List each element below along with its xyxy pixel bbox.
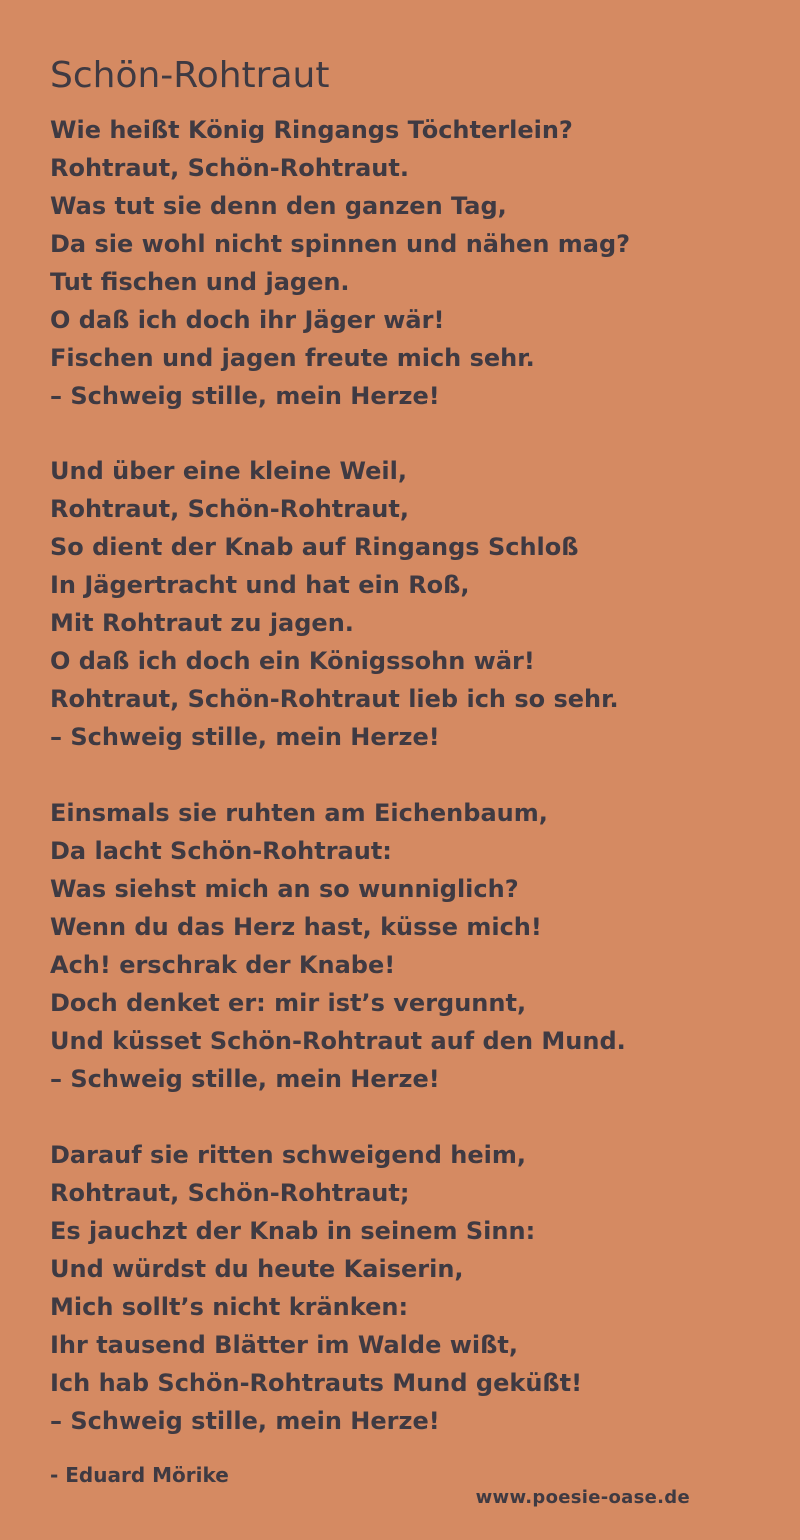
poem-line: Einsmals sie ruhten am Eichenbaum, bbox=[50, 799, 548, 827]
poem-author: - Eduard Mörike bbox=[50, 1463, 229, 1487]
poem-line: Ihr tausend Blätter im Walde wißt, bbox=[50, 1331, 518, 1359]
poem-line: In Jägertracht und hat ein Roß, bbox=[50, 571, 470, 599]
poem-line: Wenn du das Herz hast, küsse mich! bbox=[50, 913, 542, 941]
poem-line: Fischen und jagen freute mich sehr. bbox=[50, 344, 535, 372]
stanza-3 bbox=[50, 794, 770, 1098]
poem-line: Und küsset Schön-Rohtraut auf den Mund. bbox=[50, 1027, 626, 1055]
poem-line: Wie heißt König Ringangs Töchterlein? bbox=[50, 116, 573, 144]
poem-line: Rohtraut, Schön-Rohtraut; bbox=[50, 1179, 410, 1207]
poem-line: Mich sollt’s nicht kränken: bbox=[50, 1293, 409, 1321]
poem-line: Da sie wohl nicht spinnen und nähen mag? bbox=[50, 230, 631, 258]
poem-line: O daß ich doch ihr Jäger wär! bbox=[50, 306, 445, 334]
stanza-4 bbox=[50, 1136, 770, 1440]
poem-line: Da lacht Schön-Rohtraut: bbox=[50, 837, 392, 865]
poem-title: Schön-Rohtraut bbox=[50, 55, 330, 96]
poem-line: Rohtraut, Schön-Rohtraut, bbox=[50, 495, 409, 523]
poem-refrain: – Schweig stille, mein Herze! bbox=[50, 382, 440, 410]
stanza-2 bbox=[50, 452, 770, 756]
website-url: www.poesie-oase.de bbox=[475, 1487, 690, 1508]
poem-line: Es jauchzt der Knab in seinem Sinn: bbox=[50, 1217, 536, 1245]
poem-line: Rohtraut, Schön-Rohtraut lieb ich so sehr. bbox=[50, 685, 619, 713]
poem-refrain: – Schweig stille, mein Herze! bbox=[50, 1065, 440, 1093]
poem-line: Und würdst du heute Kaiserin, bbox=[50, 1255, 464, 1283]
poem-line: Mit Rohtraut zu jagen. bbox=[50, 609, 354, 637]
poem-line: Ach! erschrak der Knabe! bbox=[50, 951, 396, 979]
poem-line: So dient der Knab auf Ringangs Schloß bbox=[50, 533, 579, 561]
poem-line: Doch denket er: mir ist’s vergunnt, bbox=[50, 989, 527, 1017]
poem-line: O daß ich doch ein Königssohn wär! bbox=[50, 647, 535, 675]
poem-line: Darauf sie ritten schweigend heim, bbox=[50, 1141, 526, 1169]
poem-line: Rohtraut, Schön-Rohtraut. bbox=[50, 154, 409, 182]
poem-line: Was siehst mich an so wunniglich? bbox=[50, 875, 519, 903]
poem-line: Und über eine kleine Weil, bbox=[50, 457, 407, 485]
poem-line: Was tut sie denn den ganzen Tag, bbox=[50, 192, 507, 220]
poem-line: Tut fischen und jagen. bbox=[50, 268, 350, 296]
stanza-1 bbox=[50, 111, 770, 415]
poem-line: Ich hab Schön-Rohtrauts Mund geküßt! bbox=[50, 1369, 583, 1397]
poem-refrain: – Schweig stille, mein Herze! bbox=[50, 723, 440, 751]
poem-refrain: – Schweig stille, mein Herze! bbox=[50, 1407, 440, 1435]
